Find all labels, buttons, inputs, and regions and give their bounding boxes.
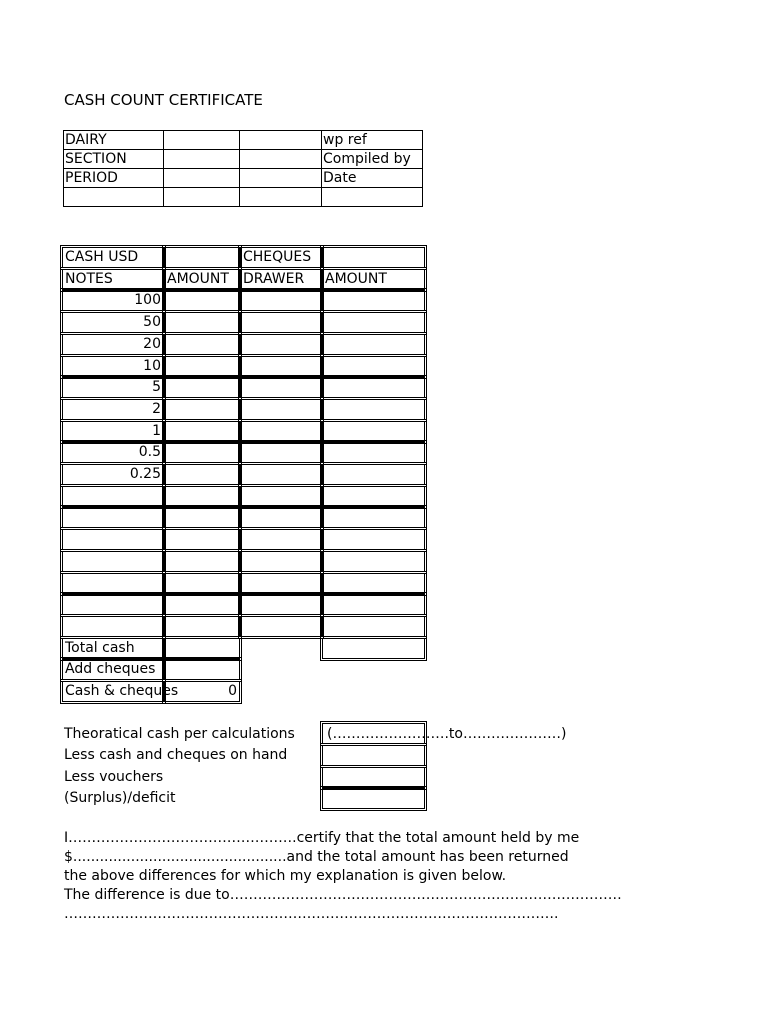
cheque-amount-input[interactable] bbox=[322, 573, 425, 594]
cheque-amount-header: AMOUNT bbox=[322, 269, 425, 290]
note-amount-input[interactable] bbox=[164, 421, 240, 442]
surplus-deficit-label: (Surplus)/deficit bbox=[64, 790, 176, 806]
cheque-drawer-input[interactable] bbox=[240, 421, 322, 442]
note-amount-input[interactable] bbox=[164, 464, 240, 485]
note-amount-input[interactable] bbox=[164, 312, 240, 333]
add-cheques-label: Add cheques bbox=[62, 659, 164, 680]
period-label: PERIOD bbox=[64, 169, 164, 188]
theoretical-cash-label: Theoratical cash per calculations bbox=[64, 726, 295, 742]
cheque-drawer-input[interactable] bbox=[240, 377, 322, 398]
blank-cell[interactable] bbox=[64, 188, 164, 207]
note-amount-input[interactable] bbox=[164, 573, 240, 594]
table-row bbox=[64, 169, 423, 188]
blank-header bbox=[164, 247, 240, 268]
cheque-drawer-input[interactable] bbox=[240, 442, 322, 463]
cheque-amount-input[interactable] bbox=[322, 616, 425, 637]
cheque-drawer-input[interactable] bbox=[240, 486, 322, 507]
note-amount-input[interactable] bbox=[164, 486, 240, 507]
denomination-cell: 5 bbox=[62, 377, 164, 398]
page-title: CASH COUNT CERTIFICATE bbox=[64, 91, 263, 109]
note-amount-input[interactable] bbox=[164, 290, 240, 311]
denomination-cell: 20 bbox=[62, 334, 164, 355]
cash-and-cheques-label: Cash & cheques bbox=[62, 681, 164, 702]
denomination-cell bbox=[62, 507, 164, 528]
note-amount-input[interactable] bbox=[164, 442, 240, 463]
denomination-cell: 0.25 bbox=[62, 464, 164, 485]
cheque-amount-input[interactable] bbox=[322, 464, 425, 485]
less-cash-label: Less cash and cheques on hand bbox=[64, 747, 288, 763]
note-amount-input[interactable] bbox=[164, 334, 240, 355]
cheque-drawer-input[interactable] bbox=[240, 312, 322, 333]
cheque-drawer-input[interactable] bbox=[240, 616, 322, 637]
cheque-drawer-input[interactable] bbox=[240, 464, 322, 485]
certification-line-1: I………………………………………….certify that the total amount held by me bbox=[64, 830, 580, 846]
cheque-amount-input[interactable] bbox=[322, 442, 425, 463]
cheque-drawer-input[interactable] bbox=[240, 507, 322, 528]
surplus-deficit-input[interactable] bbox=[322, 788, 425, 809]
cheque-drawer-input[interactable] bbox=[240, 573, 322, 594]
dairy-extra-cell[interactable] bbox=[240, 131, 322, 150]
note-amount-input[interactable] bbox=[164, 529, 240, 550]
less-vouchers-label: Less vouchers bbox=[64, 769, 164, 785]
table-row bbox=[64, 131, 423, 150]
note-amount-input[interactable] bbox=[164, 399, 240, 420]
difference-explanation-line: The difference is due to………………………………………………………………………… bbox=[64, 887, 622, 903]
amount-header: AMOUNT bbox=[164, 269, 240, 290]
total-cheques-value[interactable] bbox=[322, 638, 425, 659]
cheque-amount-input[interactable] bbox=[322, 594, 425, 615]
theoretical-cash-box[interactable] bbox=[322, 723, 425, 744]
table-row bbox=[64, 150, 423, 169]
drawer-header: DRAWER bbox=[240, 269, 322, 290]
denomination-cell: 50 bbox=[62, 312, 164, 333]
denomination-cell bbox=[62, 486, 164, 507]
cheque-drawer-input[interactable] bbox=[240, 290, 322, 311]
cheque-amount-input[interactable] bbox=[322, 399, 425, 420]
total-cash-label: Total cash bbox=[62, 638, 164, 659]
denomination-cell: 1 bbox=[62, 421, 164, 442]
less-cash-input[interactable] bbox=[322, 745, 425, 766]
denomination-cell bbox=[62, 594, 164, 615]
cheque-drawer-input[interactable] bbox=[240, 551, 322, 572]
note-amount-input[interactable] bbox=[164, 551, 240, 572]
cash-and-cheques-value: 0 bbox=[164, 681, 240, 702]
period-value-cell[interactable] bbox=[164, 169, 240, 188]
blank-header bbox=[322, 247, 425, 268]
denomination-cell bbox=[62, 573, 164, 594]
note-amount-input[interactable] bbox=[164, 377, 240, 398]
cheque-drawer-input[interactable] bbox=[240, 594, 322, 615]
cheque-amount-input[interactable] bbox=[322, 312, 425, 333]
section-extra-cell[interactable] bbox=[240, 150, 322, 169]
denomination-cell: 10 bbox=[62, 356, 164, 377]
denomination-cell bbox=[62, 551, 164, 572]
total-cash-value[interactable] bbox=[164, 638, 240, 659]
cheque-drawer-input[interactable] bbox=[240, 529, 322, 550]
period-extra-cell[interactable] bbox=[240, 169, 322, 188]
cheque-amount-input[interactable] bbox=[322, 551, 425, 572]
compiled-by-label: Compiled by bbox=[322, 150, 423, 169]
blank-cell[interactable] bbox=[164, 188, 240, 207]
dairy-label: DAIRY bbox=[64, 131, 164, 150]
cheque-amount-input[interactable] bbox=[322, 421, 425, 442]
cheque-amount-input[interactable] bbox=[322, 529, 425, 550]
cheque-drawer-input[interactable] bbox=[240, 356, 322, 377]
denomination-cell bbox=[62, 616, 164, 637]
note-amount-input[interactable] bbox=[164, 507, 240, 528]
add-cheques-value[interactable] bbox=[164, 659, 240, 680]
wp-ref-label: wp ref bbox=[322, 131, 423, 150]
cheque-amount-input[interactable] bbox=[322, 486, 425, 507]
theoretical-cash-range: (…………………….to…………………) bbox=[327, 726, 567, 742]
cheque-amount-input[interactable] bbox=[322, 377, 425, 398]
table-row bbox=[64, 188, 423, 207]
explanation-continuation-line: ……………………………………………………………………………………………. bbox=[64, 906, 559, 922]
cheque-amount-input[interactable] bbox=[322, 356, 425, 377]
section-value-cell[interactable] bbox=[164, 150, 240, 169]
cheque-drawer-input[interactable] bbox=[240, 399, 322, 420]
section-label: SECTION bbox=[64, 150, 164, 169]
denomination-cell bbox=[62, 529, 164, 550]
certification-line-3: the above differences for which my explanation is given below. bbox=[64, 868, 507, 884]
less-vouchers-input[interactable] bbox=[322, 767, 425, 788]
certification-line-2: $................................................and the total amount has been returned bbox=[64, 849, 569, 865]
blank-cell[interactable] bbox=[240, 188, 322, 207]
denomination-cell: 100 bbox=[62, 290, 164, 311]
denomination-cell: 2 bbox=[62, 399, 164, 420]
note-amount-input[interactable] bbox=[164, 594, 240, 615]
header-info-table bbox=[63, 130, 423, 207]
cheques-header: CHEQUES bbox=[240, 247, 322, 268]
cash-usd-header: CASH USD bbox=[62, 247, 164, 268]
note-amount-input[interactable] bbox=[164, 356, 240, 377]
cheque-amount-input[interactable] bbox=[322, 290, 425, 311]
cheque-drawer-input[interactable] bbox=[240, 334, 322, 355]
note-amount-input[interactable] bbox=[164, 616, 240, 637]
notes-header: NOTES bbox=[62, 269, 164, 290]
date-label: Date bbox=[322, 169, 423, 188]
denomination-cell: 0.5 bbox=[62, 442, 164, 463]
cheque-amount-input[interactable] bbox=[322, 507, 425, 528]
dairy-value-cell[interactable] bbox=[164, 131, 240, 150]
blank-cell[interactable] bbox=[322, 188, 423, 207]
cheque-amount-input[interactable] bbox=[322, 334, 425, 355]
